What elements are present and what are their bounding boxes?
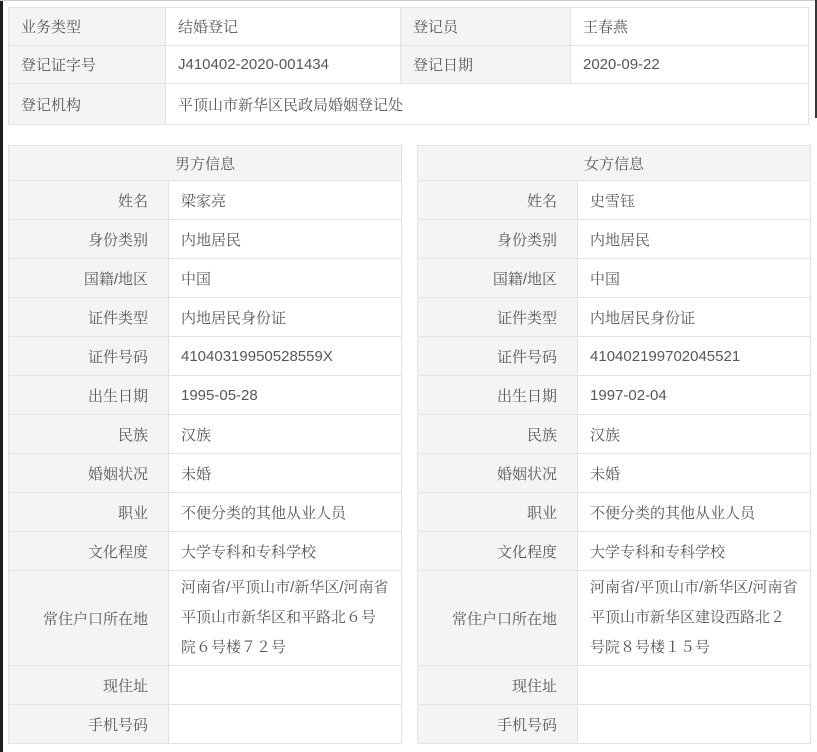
registration-summary-table xyxy=(8,7,809,125)
registrar-value: 王春燕 xyxy=(571,8,809,46)
reg-date-value: 2020-09-22 xyxy=(571,46,809,84)
cert-number-value: J410402-2020-001434 xyxy=(166,46,401,84)
field-label: 国籍/地区 xyxy=(418,259,578,298)
table-row xyxy=(418,493,811,532)
table-row xyxy=(9,666,402,705)
table-header-row xyxy=(9,146,402,181)
field-label: 证件号码 xyxy=(418,337,578,376)
female-info-title: 女方信息 xyxy=(418,146,811,181)
table-row xyxy=(9,259,402,298)
field-value: 不便分类的其他从业人员 xyxy=(578,493,811,532)
field-value xyxy=(578,666,811,705)
field-label: 职业 xyxy=(9,493,169,532)
male-info-title: 男方信息 xyxy=(9,146,402,181)
agency-value: 平顶山市新华区民政局婚姻登记处 xyxy=(166,84,809,125)
table-row xyxy=(9,571,402,666)
field-value: 中国 xyxy=(169,259,402,298)
field-label: 民族 xyxy=(418,415,578,454)
field-value: 中国 xyxy=(578,259,811,298)
field-value: 汉族 xyxy=(169,415,402,454)
table-row xyxy=(418,532,811,571)
table-row xyxy=(418,705,811,744)
field-value: 内地居民 xyxy=(169,220,402,259)
registrar-label: 登记员 xyxy=(401,8,571,46)
field-value xyxy=(169,666,402,705)
window-left-edge xyxy=(0,0,3,752)
field-label: 出生日期 xyxy=(9,376,169,415)
agency-label: 登记机构 xyxy=(9,84,166,125)
table-row xyxy=(9,337,402,376)
table-row xyxy=(9,298,402,337)
field-label: 证件号码 xyxy=(9,337,169,376)
field-value: 大学专科和专科学校 xyxy=(578,532,811,571)
field-value: 汉族 xyxy=(578,415,811,454)
cert-number-label: 登记证字号 xyxy=(9,46,166,84)
table-header-row xyxy=(418,146,811,181)
table-row xyxy=(9,454,402,493)
field-label: 手机号码 xyxy=(9,705,169,744)
table-row xyxy=(9,493,402,532)
field-value xyxy=(578,705,811,744)
field-label: 现住址 xyxy=(418,666,578,705)
field-label: 文化程度 xyxy=(418,532,578,571)
field-label: 婚姻状况 xyxy=(418,454,578,493)
female-info-table xyxy=(417,145,811,744)
field-value: 梁家亮 xyxy=(169,181,402,220)
field-label: 身份类别 xyxy=(9,220,169,259)
person-info-section xyxy=(8,145,809,744)
table-row xyxy=(418,666,811,705)
male-info-table xyxy=(8,145,402,744)
table-row xyxy=(9,84,809,125)
field-value: 内地居民身份证 xyxy=(169,298,402,337)
field-label: 现住址 xyxy=(9,666,169,705)
field-value: 内地居民身份证 xyxy=(578,298,811,337)
field-value: 未婚 xyxy=(169,454,402,493)
field-label: 姓名 xyxy=(418,181,578,220)
field-value: 大学专科和专科学校 xyxy=(169,532,402,571)
table-row xyxy=(9,376,402,415)
window-top-edge xyxy=(0,0,817,1)
field-label: 职业 xyxy=(418,493,578,532)
field-value: 内地居民 xyxy=(578,220,811,259)
table-row xyxy=(418,298,811,337)
table-row xyxy=(418,259,811,298)
field-label: 姓名 xyxy=(9,181,169,220)
table-row xyxy=(9,532,402,571)
table-row xyxy=(9,220,402,259)
field-value: 史雪钰 xyxy=(578,181,811,220)
field-label: 常住户口所在地 xyxy=(9,571,169,666)
field-label: 婚姻状况 xyxy=(9,454,169,493)
field-value: 河南省/平顶山市/新华区/河南省平顶山市新华区和平路北６号院６号楼７２号 xyxy=(169,571,402,666)
table-row xyxy=(418,454,811,493)
field-label: 出生日期 xyxy=(418,376,578,415)
field-value: 41040319950528559X xyxy=(169,337,402,376)
field-label: 手机号码 xyxy=(418,705,578,744)
table-row xyxy=(9,705,402,744)
table-row xyxy=(418,181,811,220)
field-label: 常住户口所在地 xyxy=(418,571,578,666)
field-value: 410402199702045521 xyxy=(578,337,811,376)
table-row xyxy=(9,46,809,84)
table-row xyxy=(418,220,811,259)
table-row xyxy=(418,337,811,376)
field-value xyxy=(169,705,402,744)
field-label: 证件类型 xyxy=(418,298,578,337)
table-row xyxy=(418,376,811,415)
table-row xyxy=(418,415,811,454)
field-label: 国籍/地区 xyxy=(9,259,169,298)
field-value: 未婚 xyxy=(578,454,811,493)
field-label: 民族 xyxy=(9,415,169,454)
business-type-value: 结婚登记 xyxy=(166,8,401,46)
business-type-label: 业务类型 xyxy=(9,8,166,46)
table-row xyxy=(9,415,402,454)
table-row xyxy=(418,571,811,666)
reg-date-label: 登记日期 xyxy=(401,46,571,84)
field-value: 不便分类的其他从业人员 xyxy=(169,493,402,532)
table-row xyxy=(9,181,402,220)
field-value: 1997-02-04 xyxy=(578,376,811,415)
field-label: 身份类别 xyxy=(418,220,578,259)
field-value: 1995-05-28 xyxy=(169,376,402,415)
field-label: 证件类型 xyxy=(9,298,169,337)
field-label: 文化程度 xyxy=(9,532,169,571)
field-value: 河南省/平顶山市/新华区/河南省平顶山市新华区建设西路北２号院８号楼１５号 xyxy=(578,571,811,666)
table-row xyxy=(9,8,809,46)
